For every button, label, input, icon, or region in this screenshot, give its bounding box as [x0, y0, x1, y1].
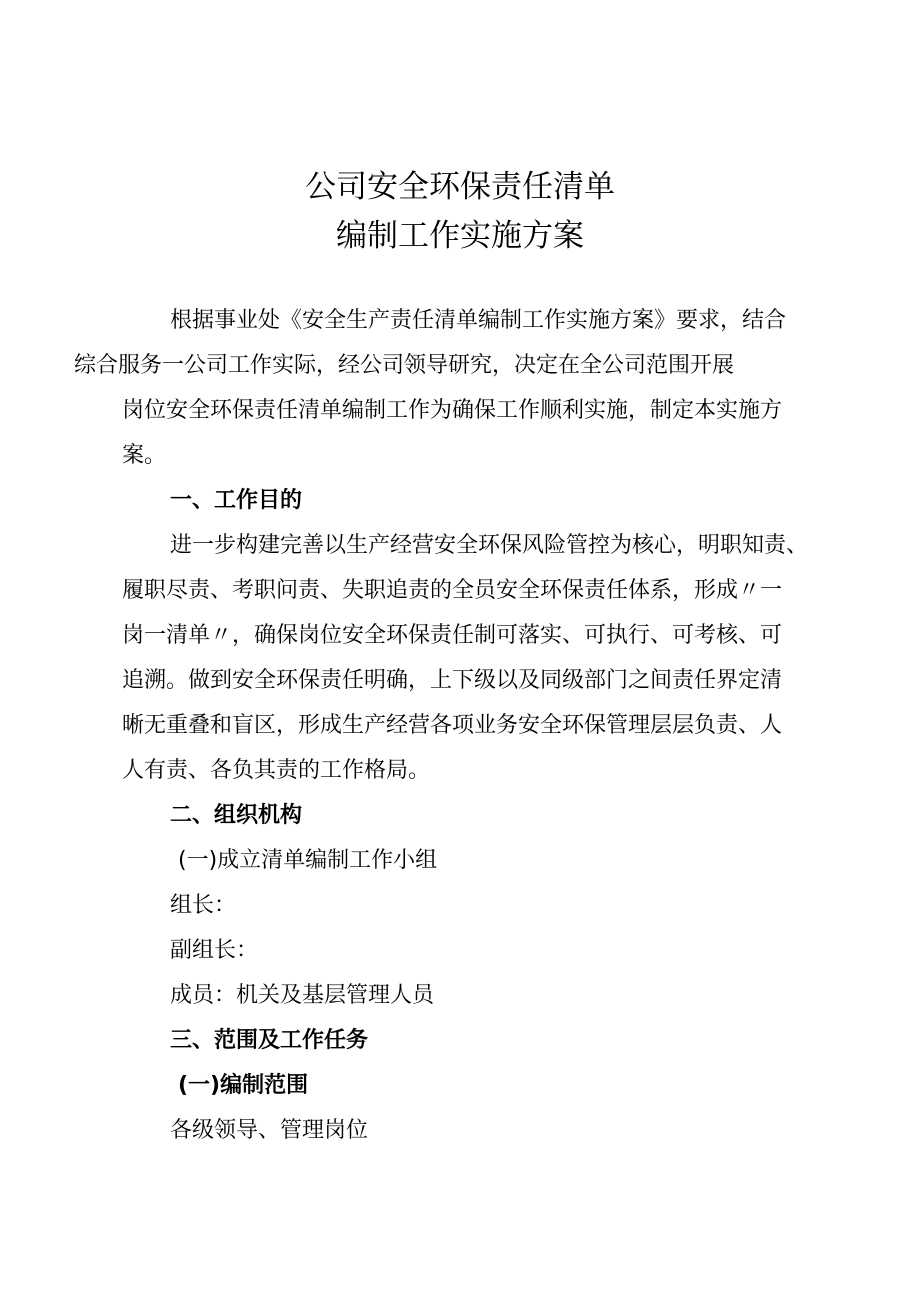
subsection-working-group-text: (一)成立清单编制工作小组	[178, 848, 438, 873]
section-heading-organization: 二、组织机构	[170, 803, 303, 828]
members-line: 成员：机关及基层管理人员	[170, 983, 435, 1008]
deputy-leader-line: 副组长：	[170, 938, 259, 963]
document-body	[74, 298, 810, 1153]
purpose-line: 进一步构建完善以生产经营安全环保风险管控为核心，明职知责、	[170, 533, 809, 558]
purpose-line: 人有责、各负其责的工作格局。	[122, 758, 431, 783]
intro-line: 岗位安全环保责任清单编制工作为确保工作顺利实施，制定本实施方	[122, 398, 783, 423]
purpose-line: 岗一清单〃，确保岗位安全环保责任制可落实、可执行、可考核、可	[122, 623, 783, 648]
scope-line: 各级领导、管理岗位	[170, 1118, 369, 1143]
intro-line: 综合服务一公司工作实际，经公司领导研究，决定在全公司范围开展	[74, 353, 735, 378]
purpose-line: 晰无重叠和盲区，形成生产经营各项业务安全环保管理层层负责、人	[122, 713, 783, 738]
purpose-paragraph	[122, 523, 810, 793]
purpose-line: 追溯。做到安全环保责任明确，上下级以及同级部门之间责任界定清	[122, 668, 783, 693]
intro-line: 案。	[122, 443, 167, 468]
section-heading-purpose: 一、工作目的	[170, 488, 303, 513]
group-leader-line: 组长：	[170, 893, 237, 918]
subsection-working-group	[122, 838, 810, 883]
subsection-scope-text: (一)编制范围	[178, 1073, 309, 1098]
document-title-line-1: 公司安全环保责任清单	[305, 169, 615, 205]
purpose-line: 履职尽责、考职问责、失职追责的全员安全环保责任体系，形成〃一	[122, 578, 783, 603]
subsection-scope	[122, 1063, 810, 1108]
intro-line: 根据事业处《安全生产责任清单编制工作实施方案》要求，结合	[170, 308, 787, 333]
intro-paragraph	[74, 298, 810, 478]
section-heading-scope: 三、范围及工作任务	[170, 1028, 369, 1053]
document-title-line-2: 编制工作实施方案	[336, 218, 584, 254]
